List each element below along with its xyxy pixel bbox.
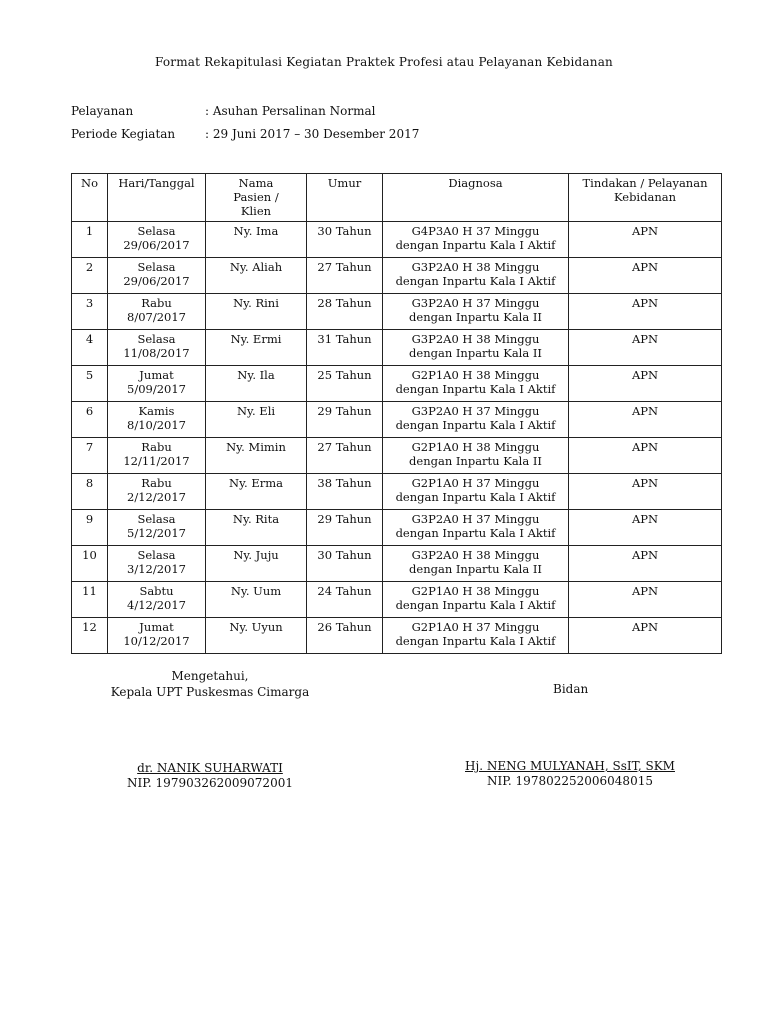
table-cell	[307, 402, 383, 438]
cell-tanggal: 4/12/2017	[127, 598, 186, 612]
nip-kiri: NIP. 197903262009072001	[127, 776, 293, 790]
table-cell	[307, 294, 383, 330]
cell-no: 7	[85, 440, 94, 454]
table-cell	[383, 258, 569, 294]
cell-hari: Selasa	[137, 548, 176, 562]
table-cell	[206, 618, 307, 654]
cell-tindakan: APN	[631, 296, 659, 310]
table-cell	[383, 474, 569, 510]
table-cell	[206, 258, 307, 294]
cell-umur: 30 Tahun	[317, 548, 372, 562]
table-cell	[307, 222, 383, 258]
table-cell	[569, 474, 722, 510]
table-cell	[307, 330, 383, 366]
table-cell	[72, 294, 108, 330]
table-cell	[72, 618, 108, 654]
cell-nama: Ny. Rini	[233, 296, 279, 310]
table-cell	[307, 474, 383, 510]
cell-diagnosa-line2: dengan Inpartu Kala I Aktif	[395, 274, 556, 288]
table-cell	[206, 474, 307, 510]
table-row	[72, 402, 722, 438]
cell-nama: Ny. Uum	[230, 584, 282, 598]
header-tindakan: Tindakan / Pelayanan Kebidanan	[569, 174, 722, 222]
cell-diagnosa-line2: dengan Inpartu Kala I Aktif	[395, 526, 556, 540]
cell-diagnosa-line1: G2P1A0 H 38 Minggu	[411, 440, 540, 454]
cell-diagnosa-line2: dengan Inpartu Kala II	[409, 346, 542, 360]
table-header-row	[72, 174, 722, 222]
cell-tanggal: 12/11/2017	[123, 454, 190, 468]
table-cell	[108, 402, 206, 438]
cell-hari: Selasa	[137, 260, 176, 274]
pelayanan-label: Pelayanan	[71, 104, 134, 118]
cell-tindakan: APN	[631, 620, 659, 634]
cell-tanggal: 8/07/2017	[127, 310, 186, 324]
table-cell	[72, 402, 108, 438]
cell-hari: Jumat	[139, 620, 174, 634]
signature-left-block	[110, 669, 310, 699]
table-cell	[383, 582, 569, 618]
table-row	[72, 438, 722, 474]
cell-tindakan: APN	[631, 404, 659, 418]
cell-nama: Ny. Rita	[232, 512, 280, 526]
cell-umur: 30 Tahun	[317, 224, 372, 238]
cell-tanggal: 5/09/2017	[127, 382, 186, 396]
table-cell	[206, 582, 307, 618]
cell-no: 10	[82, 548, 97, 562]
cell-tanggal: 8/10/2017	[127, 418, 186, 432]
table-cell	[569, 438, 722, 474]
cell-tindakan: APN	[631, 368, 659, 382]
rekap-table	[71, 173, 722, 654]
table-cell	[108, 438, 206, 474]
cell-diagnosa-line1: G3P2A0 H 37 Minggu	[411, 296, 540, 310]
table-cell	[108, 258, 206, 294]
cell-hari: Sabtu	[139, 584, 174, 598]
table-row	[72, 222, 722, 258]
table-cell	[72, 258, 108, 294]
table-cell	[307, 546, 383, 582]
cell-no: 5	[85, 368, 94, 382]
table-row	[72, 582, 722, 618]
cell-nama: Ny. Juju	[233, 548, 279, 562]
table-cell	[206, 438, 307, 474]
cell-diagnosa-line2: dengan Inpartu Kala I Aktif	[395, 418, 556, 432]
table-row	[72, 510, 722, 546]
header-umur: Umur	[307, 174, 383, 222]
cell-nama: Ny. Ermi	[230, 332, 282, 346]
table-row	[72, 618, 722, 654]
mengetahui-text: Mengetahui,	[171, 669, 249, 683]
cell-umur: 28 Tahun	[317, 296, 372, 310]
table-cell	[383, 330, 569, 366]
table-cell	[206, 402, 307, 438]
cell-no: 1	[85, 224, 94, 238]
cell-tanggal: 5/12/2017	[127, 526, 186, 540]
table-row	[72, 294, 722, 330]
cell-nama: Ny. Ima	[233, 224, 279, 238]
table-cell	[383, 510, 569, 546]
table-cell	[307, 366, 383, 402]
table-cell	[569, 366, 722, 402]
header-no: No	[72, 174, 108, 222]
jabatan-kiri: Kepala UPT Puskesmas Cimarga	[110, 685, 310, 699]
table-cell	[72, 366, 108, 402]
table-cell	[383, 618, 569, 654]
cell-diagnosa-line2: dengan Inpartu Kala I Aktif	[395, 634, 556, 648]
cell-tindakan: APN	[631, 260, 659, 274]
cell-no: 6	[85, 404, 94, 418]
cell-tindakan: APN	[631, 476, 659, 490]
cell-no: 11	[82, 584, 97, 598]
table-cell	[206, 546, 307, 582]
cell-diagnosa-line2: dengan Inpartu Kala I Aktif	[395, 598, 556, 612]
cell-umur: 27 Tahun	[317, 260, 372, 274]
table-cell	[383, 294, 569, 330]
table-cell	[569, 510, 722, 546]
table-cell	[383, 402, 569, 438]
table-cell	[72, 438, 108, 474]
table-cell	[108, 510, 206, 546]
table-cell	[108, 330, 206, 366]
cell-nama: Ny. Erma	[229, 476, 283, 490]
cell-hari: Jumat	[139, 368, 174, 382]
cell-no: 9	[85, 512, 94, 526]
table-row	[72, 474, 722, 510]
header-hari-tanggal: Hari/Tanggal	[108, 174, 206, 222]
table-cell	[307, 618, 383, 654]
table-cell	[307, 438, 383, 474]
periode-value: : 29 Juni 2017 – 30 Desember 2017	[205, 127, 420, 141]
cell-umur: 27 Tahun	[317, 440, 372, 454]
table-cell	[108, 582, 206, 618]
header-diagnosa: Diagnosa	[383, 174, 569, 222]
cell-tanggal: 11/08/2017	[123, 346, 190, 360]
cell-tindakan: APN	[631, 224, 659, 238]
cell-tindakan: APN	[631, 548, 659, 562]
cell-tanggal: 29/06/2017	[123, 274, 190, 288]
table-row	[72, 258, 722, 294]
table-cell	[569, 618, 722, 654]
table-cell	[206, 330, 307, 366]
cell-umur: 24 Tahun	[317, 584, 372, 598]
cell-diagnosa-line1: G3P2A0 H 37 Minggu	[411, 404, 540, 418]
pelayanan-value: : Asuhan Persalinan Normal	[205, 104, 376, 118]
table-cell	[383, 546, 569, 582]
table-cell	[108, 474, 206, 510]
cell-hari: Kamis	[138, 404, 175, 418]
table-cell	[307, 582, 383, 618]
table-cell	[383, 438, 569, 474]
cell-diagnosa-line1: G2P1A0 H 37 Minggu	[411, 476, 540, 490]
cell-diagnosa-line2: dengan Inpartu Kala II	[409, 454, 542, 468]
cell-nama: Ny. Eli	[236, 404, 276, 418]
table-cell	[72, 474, 108, 510]
cell-nama: Ny. Ila	[237, 368, 275, 382]
cell-umur: 26 Tahun	[317, 620, 372, 634]
table-cell	[108, 294, 206, 330]
table-cell	[108, 618, 206, 654]
table-cell	[569, 222, 722, 258]
jabatan-kanan: Bidan	[553, 682, 589, 696]
cell-diagnosa-line1: G3P2A0 H 37 Minggu	[411, 512, 540, 526]
signature-left-name-block	[110, 761, 310, 791]
signature-right-name-block	[440, 759, 700, 789]
cell-tindakan: APN	[631, 440, 659, 454]
cell-no: 4	[85, 332, 94, 346]
nama-kanan: Hj. NENG MULYANAH, SsIT, SKM	[465, 759, 675, 773]
cell-tanggal: 29/06/2017	[123, 238, 190, 252]
cell-diagnosa-line1: G2P1A0 H 38 Minggu	[411, 584, 540, 598]
cell-tanggal: 3/12/2017	[127, 562, 186, 576]
cell-nama: Ny. Mimin	[226, 440, 286, 454]
cell-umur: 25 Tahun	[317, 368, 372, 382]
table-cell	[72, 330, 108, 366]
cell-umur: 38 Tahun	[317, 476, 372, 490]
cell-diagnosa-line1: G3P2A0 H 38 Minggu	[411, 260, 540, 274]
cell-tindakan: APN	[631, 332, 659, 346]
table-cell	[569, 546, 722, 582]
table-cell	[206, 294, 307, 330]
table-row	[72, 330, 722, 366]
nama-kiri: dr. NANIK SUHARWATI	[137, 761, 283, 775]
cell-tindakan: APN	[631, 512, 659, 526]
cell-hari: Selasa	[137, 224, 176, 238]
cell-tanggal: 2/12/2017	[127, 490, 186, 504]
cell-hari: Rabu	[141, 476, 172, 490]
table-cell	[108, 222, 206, 258]
periode-label: Periode Kegiatan	[71, 127, 176, 141]
cell-tindakan: APN	[631, 584, 659, 598]
cell-no: 12	[82, 620, 97, 634]
cell-no: 8	[85, 476, 94, 490]
nip-kanan: NIP. 197802252006048015	[487, 774, 653, 788]
cell-diagnosa-line2: dengan Inpartu Kala I Aktif	[395, 238, 556, 252]
table-cell	[72, 546, 108, 582]
header-nama-pasien: Nama Pasien / Klien	[206, 174, 307, 222]
cell-hari: Rabu	[141, 296, 172, 310]
table-cell	[72, 222, 108, 258]
cell-diagnosa-line1: G2P1A0 H 37 Minggu	[411, 620, 540, 634]
document-title: Format Rekapitulasi Kegiatan Praktek Profesi atau Pelayanan Kebidanan	[155, 55, 613, 69]
table-cell	[569, 402, 722, 438]
pelayanan-row	[71, 104, 375, 118]
cell-diagnosa-line2: dengan Inpartu Kala I Aktif	[395, 490, 556, 504]
table-cell	[307, 510, 383, 546]
cell-diagnosa-line1: G3P2A0 H 38 Minggu	[411, 332, 540, 346]
table-cell	[72, 582, 108, 618]
table-cell	[569, 330, 722, 366]
cell-diagnosa-line1: G2P1A0 H 38 Minggu	[411, 368, 540, 382]
table-row	[72, 546, 722, 582]
cell-diagnosa-line1: G3P2A0 H 38 Minggu	[411, 548, 540, 562]
cell-umur: 31 Tahun	[317, 332, 372, 346]
table-cell	[206, 222, 307, 258]
table-cell	[206, 366, 307, 402]
cell-no: 2	[85, 260, 94, 274]
cell-nama: Ny. Uyun	[229, 620, 283, 634]
cell-tanggal: 10/12/2017	[123, 634, 190, 648]
cell-diagnosa-line2: dengan Inpartu Kala II	[409, 310, 542, 324]
cell-diagnosa-line1: G4P3A0 H 37 Minggu	[411, 224, 540, 238]
cell-no: 3	[85, 296, 94, 310]
table-cell	[108, 546, 206, 582]
cell-diagnosa-line2: dengan Inpartu Kala I Aktif	[395, 382, 556, 396]
table-cell	[569, 582, 722, 618]
cell-umur: 29 Tahun	[317, 512, 372, 526]
table-cell	[569, 294, 722, 330]
cell-hari: Selasa	[137, 512, 176, 526]
table-row	[72, 366, 722, 402]
table-cell	[108, 366, 206, 402]
table-body	[72, 222, 722, 654]
periode-row	[71, 127, 419, 141]
cell-hari: Rabu	[141, 440, 172, 454]
table-cell	[383, 222, 569, 258]
table-cell	[307, 258, 383, 294]
table-cell	[206, 510, 307, 546]
cell-nama: Ny. Aliah	[229, 260, 283, 274]
cell-hari: Selasa	[137, 332, 176, 346]
table-cell	[72, 510, 108, 546]
cell-umur: 29 Tahun	[317, 404, 372, 418]
table-cell	[383, 366, 569, 402]
table-cell	[569, 258, 722, 294]
cell-diagnosa-line2: dengan Inpartu Kala II	[409, 562, 542, 576]
